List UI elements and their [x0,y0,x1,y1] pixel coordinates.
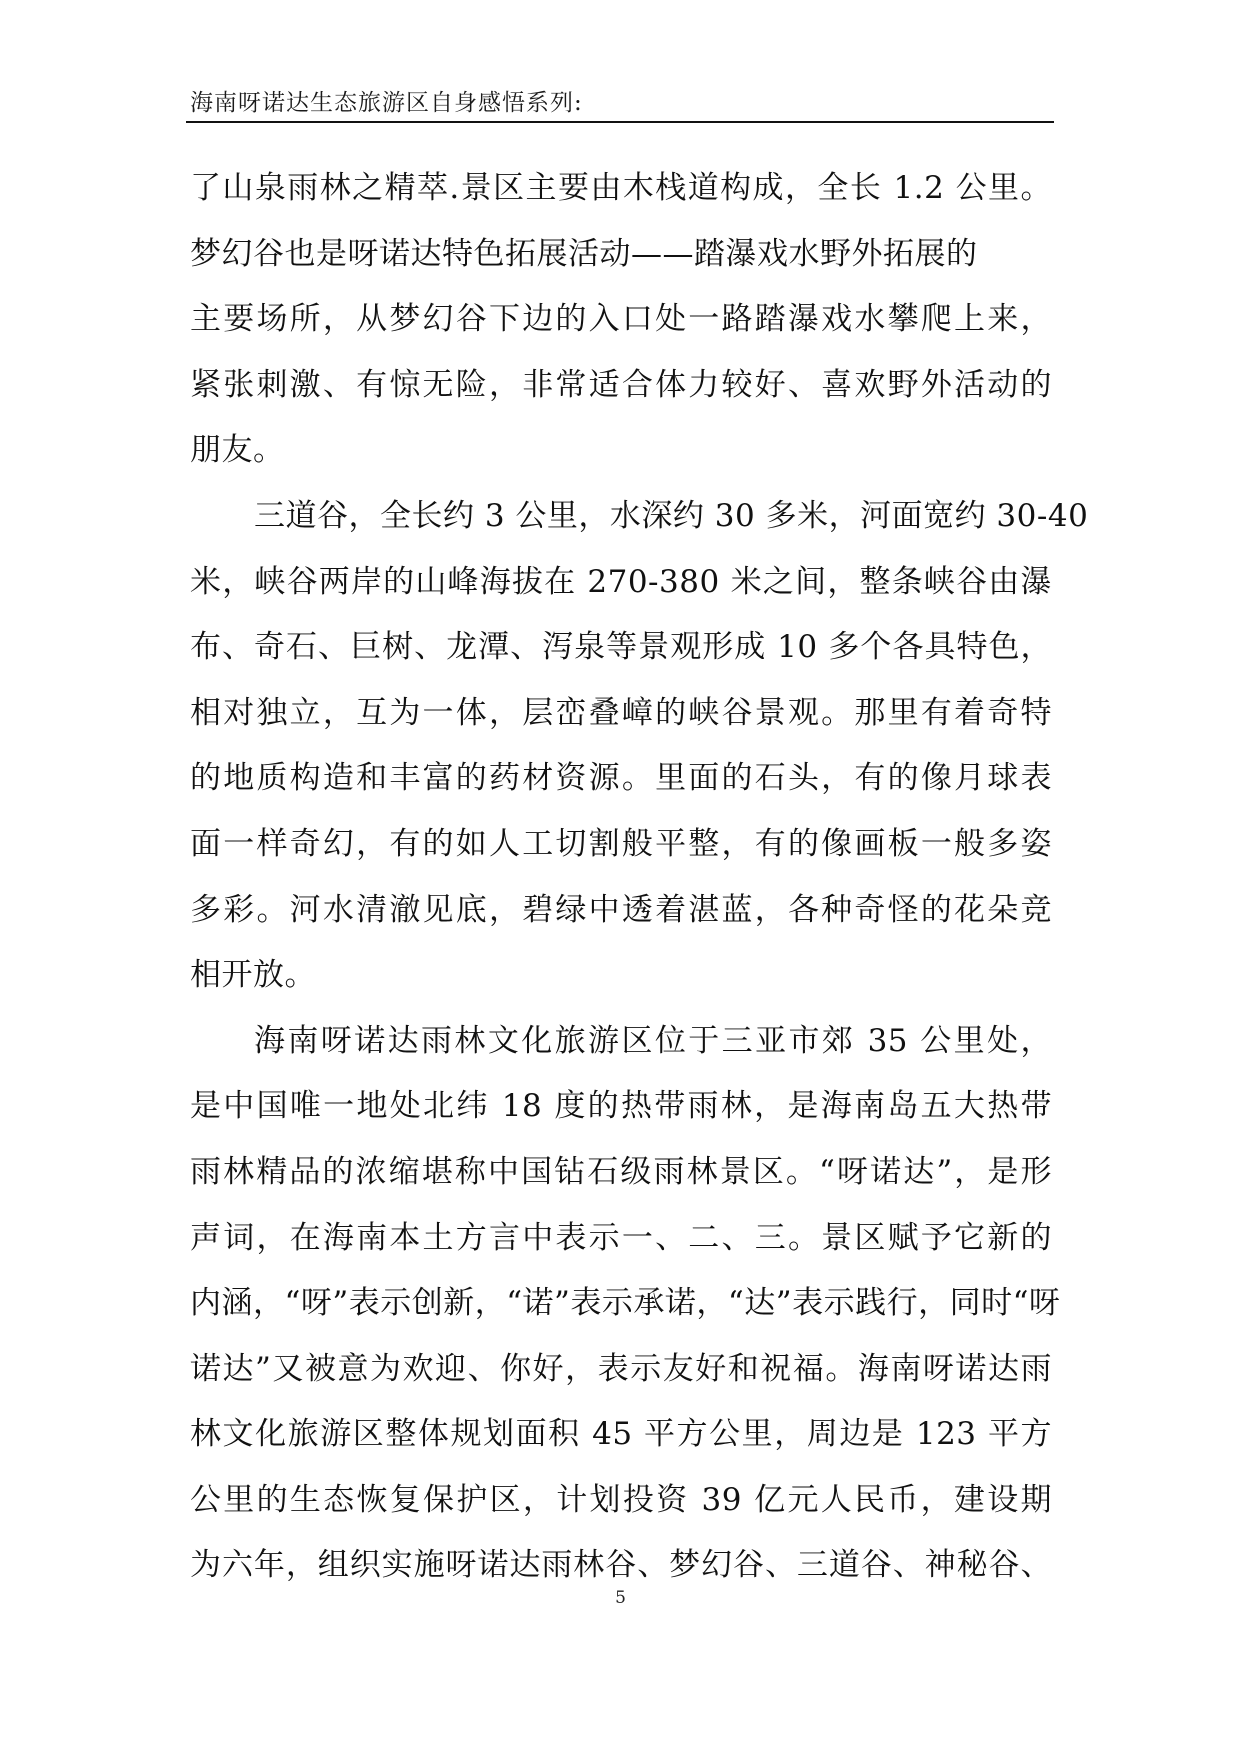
text-line: 三道谷，全长约 3 公里，水深约 30 多米，河面宽约 30-40 [254,497,1089,534]
header-divider [186,121,1054,123]
text-line: 的地质构造和丰富的药材资源。里面的石头，有的像月球表 [190,760,1052,797]
text-line: 海南呀诺达雨林文化旅游区位于三亚市郊 35 公里处， [254,1022,1052,1059]
text-line: 主要场所，从梦幻谷下边的入口处一路踏瀑戏水攀爬上来， [190,301,1052,338]
text-line: 雨林精品的浓缩堪称中国钻石级雨林景区。“呀诺达”，是形 [190,1153,1052,1190]
text-line: 紧张刺激、有惊无险，非常适合体力较好、喜欢野外活动的 [190,366,1052,403]
text-line: 面一样奇幻，有的如人工切割般平整，有的像画板一般多姿 [190,825,1052,862]
text-line: 公里的生态恢复保护区，计划投资 39 亿元人民币，建设期 [190,1481,1052,1518]
text-line: 相对独立，互为一体，层峦叠嶂的峡谷景观。那里有着奇特 [190,694,1052,731]
text-line: 是中国唯一地处北纬 18 度的热带雨林，是海南岛五大热带 [190,1088,1052,1125]
running-header: 海南呀诺达生态旅游区自身感悟系列: [190,90,583,116]
text-line: 多彩。河水清澈见底，碧绿中透着湛蓝，各种奇怪的花朵竞 [190,891,1052,928]
text-line: 林文化旅游区整体规划面积 45 平方公里，周边是 123 平方 [190,1416,1052,1453]
text-line: 相开放。 [190,957,316,994]
text-line: 布、奇石、巨树、龙潭、泻泉等景观形成 10 多个各具特色， [190,629,1052,666]
text-line: 米，峡谷两岸的山峰海拔在 270-380 米之间，整条峡谷由瀑 [190,563,1052,600]
text-line: 了山泉雨林之精萃.景区主要由木栈道构成，全长 1.2 公里。 [190,170,1052,206]
body-text [190,156,1089,1599]
text-line: 诺达”又被意为欢迎、你好，表示友好和祝福。海南呀诺达雨 [190,1350,1052,1387]
text-line: 内涵，“呀”表示创新，“诺”表示承诺，“达”表示践行，同时“呀 [190,1285,1061,1322]
text-line: 梦幻谷也是呀诺达特色拓展活动——踏瀑戏水野外拓展的 [190,235,978,272]
page-number: 5 [615,1588,626,1608]
text-line: 朋友。 [190,432,285,469]
text-line: 为六年，组织实施呀诺达雨林谷、梦幻谷、三道谷、神秘谷、 [190,1547,1052,1584]
text-line: 声词，在海南本土方言中表示一、二、三。景区赋予它新的 [190,1219,1052,1256]
